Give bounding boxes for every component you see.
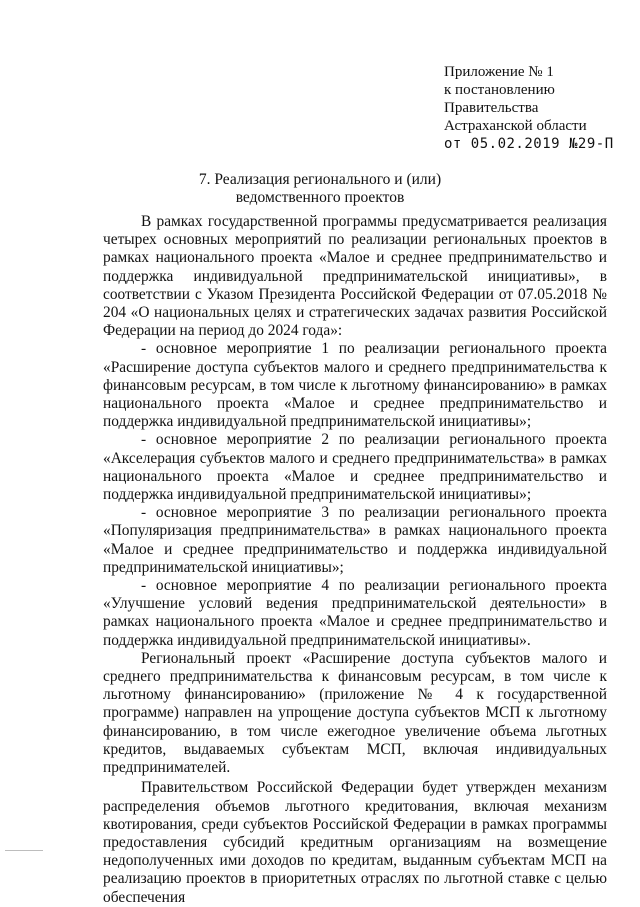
appendix-government: Правительства	[444, 100, 539, 116]
list-item-measure-3: - основное мероприятие 3 по реализации регионального проекта «Популяризация предпринимательства» в рамках национального проекта «Малое и среднее предпринимательство и поддержка индивидуальной предпринимательской инициативы»;	[103, 504, 607, 576]
list-item-measure-1: - основное мероприятие 1 по реализации регионального проекта «Расширение доступа субъектов малого и среднего предпринимательства к финансовым ресурсам, в том числе к льготному финансированию» в рамках национального проекта «Малое и среднее предпринимательство и поддержка индивидуальной предпринимательской инициативы»;	[103, 340, 607, 431]
appendix-number: Приложение № 1	[444, 64, 554, 80]
document-body	[103, 213, 607, 907]
section-heading-line-1: 7. Реализация регионального и (или)	[198, 171, 442, 188]
paragraph-regional-project: Региональный проект «Расширение доступа субъектов малого и среднего предпринимательства к финансовым ресурсам, в том числе к льготному финансированию» (приложение № 4 к государственной программе) направлен на упрощение доступа субъектов МСП к льготному финансированию, в том числе ежегодное увеличение объема льготных кредитов, выдаваемых субъектам МСП, включая индивидуальных предпринимателей.	[103, 649, 607, 777]
paragraph-intro: В рамках государственной программы предусматривается реализация четырех основных мероприятий по реализации региональных проектов в рамках национального проекта «Малое и среднее предпринимательство и поддержка индивидуальной предпринимательской инициативы», в соответствии с Указом Президента Российской Федерации от 07.05.2018 № 204 «О национальных целях и стратегических задачах развития Российской Федерации на период до 2024 года»:	[103, 213, 607, 340]
list-item-measure-2: - основное мероприятие 2 по реализации регионального проекта «Акселерация субъектов малого и среднего предпринимательства» в рамках национального проекта «Малое и среднее предпринимательство и поддержка индивидуальной предпринимательской инициативы»;	[103, 431, 607, 504]
appendix-resolution: к постановлению	[444, 82, 555, 98]
appendix-block	[444, 63, 624, 153]
section-heading	[90, 171, 550, 207]
paragraph-government-mechanism: Правительством Российской Федерации будет утвержден механизм распределения объемов льготного кредитования, включая механизм квотирования, среди субъектов Российской Федерации в рамках программы предоставления субсидий кредитным организациям на возмещение недополученных ими доходов по кредитам, выданным субъектам МСП на реализацию проектов в приоритетных отраслях по льготной ставке с целью обеспечения	[103, 779, 607, 906]
section-heading-line-2: ведомственного проектов	[235, 189, 405, 206]
scan-edge-mark	[5, 850, 43, 851]
list-item-measure-4: - основное мероприятие 4 по реализации регионального проекта «Улучшение условий ведения предпринимательской деятельности» в рамках национального проекта «Малое и среднее предпринимательство и поддержка индивидуальной предпринимательской инициативы».	[103, 577, 607, 649]
appendix-region: Астраханской области	[444, 118, 587, 134]
appendix-date-stamp: от 05.02.2019 №29-П	[444, 136, 614, 152]
